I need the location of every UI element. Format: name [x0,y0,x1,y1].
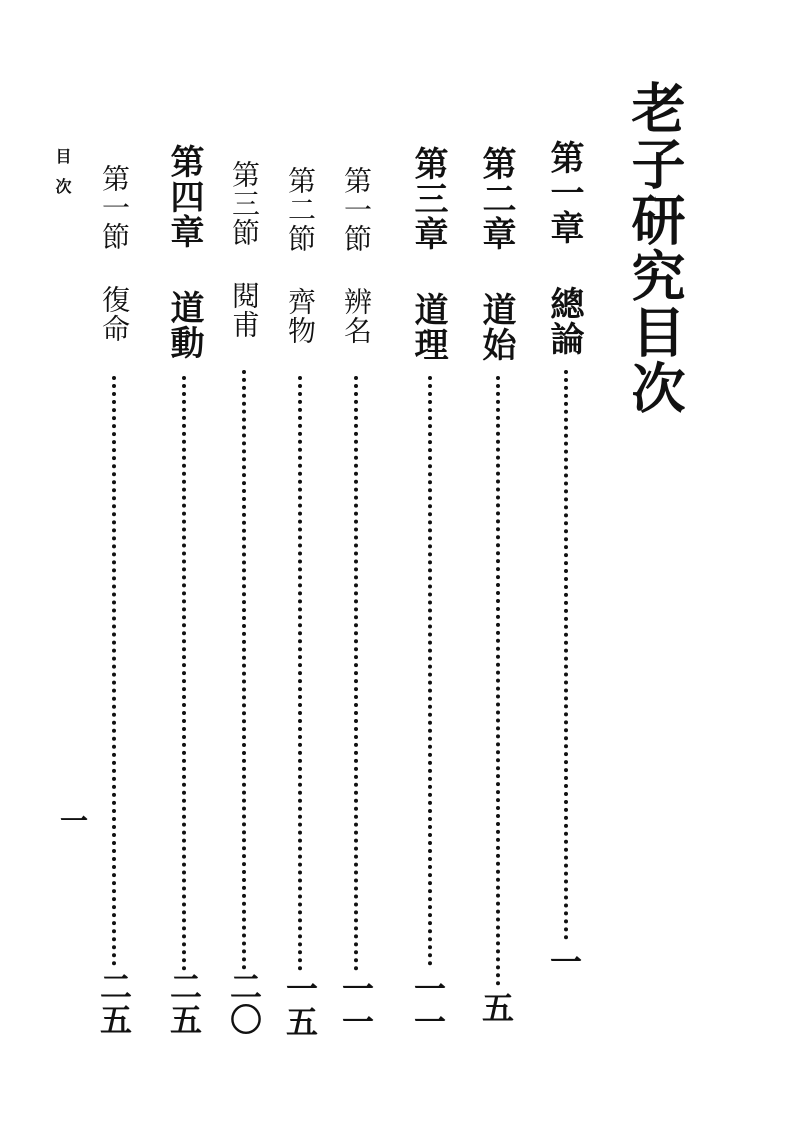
toc-entry[interactable] [398,146,458,1046]
toc-entry-label: 第二節 齊物 [284,166,317,345]
toc-entry-label: 第四章 道動 [164,144,204,360]
document-title: 老子研究目次 [623,80,687,416]
toc-entry[interactable] [84,164,144,1064]
toc-entry[interactable] [270,166,330,1066]
toc-entry-label: 第二章 道始 [476,146,516,362]
toc-entry[interactable] [154,144,214,1044]
toc-entry-label: 第一章 總論 [544,140,584,356]
toc-entry-label: 第三章 道理 [408,146,448,362]
toc-entry-page: 一一 [337,972,375,1038]
leader-dots [298,376,302,971]
toc-entry[interactable] [326,166,386,1066]
running-head: 目次 [53,148,72,208]
leader-dots [242,370,246,970]
leader-dots [112,376,116,966]
toc-entry-page: 一五 [281,972,319,1038]
leader-dots [182,376,186,971]
toc-entry-page: 二〇 [225,970,263,1036]
toc-entry-page: 五 [477,991,515,1024]
toc-entry[interactable] [214,160,274,1060]
toc-entry-page: 二五 [165,970,203,1036]
toc-entry-page: 二五 [95,970,133,1036]
page-number: 一 [56,806,89,834]
toc-entry-label: 第一節 復命 [98,164,131,343]
leader-dots [428,376,432,966]
toc-entry[interactable] [466,146,526,1046]
toc-entry-label: 第三節 閱甫 [228,160,261,339]
leader-dots [354,376,358,971]
toc-entry-page: 一 [545,945,583,978]
toc-entry-label: 第一節 辨名 [340,166,373,345]
toc-entry-page: 一一 [409,972,447,1038]
leader-dots [496,376,500,986]
toc-entry[interactable] [534,140,594,1040]
leader-dots [564,370,568,940]
